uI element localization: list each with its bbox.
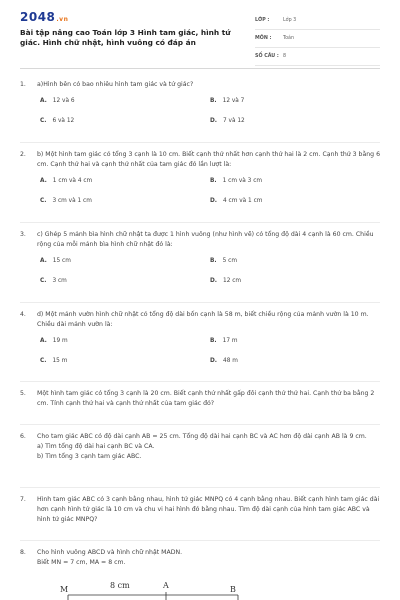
- question-7: 7. Hình tam giác ABC có 3 cạnh bằng nhau, hình tứ giác MNPQ có 4 cạnh bằng nhau. Biết cạnh hình tam giác dài hơn cạnh hình tứ giác là 10 cm và chu vi hai hình đó bằng nhau. Tìm độ dài cạnh của hình tam giác ABC và hình tứ giác MNPQ?: [20, 496, 380, 523]
- option-a[interactable]: A. 1 cm và 4 cm: [40, 178, 93, 184]
- option-d[interactable]: D. 12 cm: [210, 278, 242, 284]
- question-divider: [20, 487, 380, 488]
- option-c[interactable]: C. 15 m: [40, 358, 68, 364]
- option-b[interactable]: B. 12 và 7: [210, 98, 245, 104]
- header-divider: [20, 68, 380, 69]
- option-b[interactable]: B. 5 cm: [210, 258, 237, 264]
- question-divider: [20, 424, 380, 425]
- vertex-b-label: B: [230, 585, 236, 594]
- meta-grade: LỚP : Lớp 3: [255, 14, 380, 30]
- question-3: 3. c) Ghép 5 mảnh bìa hình chữ nhật ta được 1 hình vuông (như hình vẽ) có tổng độ dài 4 cạnh là 60 cm. Chiều rộng của mỗi mảnh bìa hình chữ nhật đó là: A. 15 cm B. 5 cm C. 3 cm D. 12 cm: [20, 231, 374, 284]
- option-c[interactable]: C. 3 cm và 1 cm: [40, 198, 92, 204]
- question-divider: [20, 302, 380, 303]
- question-1: 1. a)Hình bên có bao nhiêu hình tam giác và tứ giác? A. 12 và 6 B. 12 và 7 C. 6 và 12 D. 7 và 12: [20, 81, 245, 124]
- page-header: [0, 0, 400, 72]
- question-divider: [20, 222, 380, 223]
- meta-subject: MÔN : Toán: [255, 32, 380, 48]
- question-2: 2. b) Một hình tam giác có tổng 3 cạnh là 10 cm. Biết cạnh thứ nhất hơn cạnh thứ hai là 2 cm. Cạnh thứ 3 bằng 6 cm. Cạnh thứ hai và cạnh thứ nhất của tam giác đó lần lượt là: A. 1 cm và 4 cm B. 1 cm và 3 cm C. 3 cm và 1 cm D. 4 cm và 1 cm: [20, 151, 381, 204]
- option-d[interactable]: D. 4 cm và 1 cm: [210, 198, 263, 204]
- site-logo[interactable]: 2048.vn: [20, 10, 69, 24]
- question-5: 5. Một hình tam giác có tổng 3 cạnh là 20 cm. Biết cạnh thứ nhất gấp đôi cạnh thứ thứ hai. Cạnh thứ ba bằng 2 cm. Tính cạnh thứ hai và cạnh thứ nhất của tam giác đó?: [20, 390, 375, 407]
- option-b[interactable]: B. 17 m: [210, 338, 238, 344]
- question-divider: [20, 381, 380, 382]
- option-a[interactable]: A. 15 cm: [40, 258, 71, 264]
- length-label: 8 cm: [110, 581, 130, 590]
- vertex-a-label: A: [163, 581, 169, 590]
- option-c[interactable]: C. 6 và 12: [40, 118, 75, 124]
- geometry-figure: [60, 581, 260, 600]
- question-divider: [20, 540, 380, 541]
- option-b[interactable]: B. 1 cm và 3 cm: [210, 178, 263, 184]
- figure-lines: [60, 581, 260, 600]
- question-6: 6. Cho tam giác ABC có độ dài cạnh AB = 25 cm. Tổng độ dài hai cạnh BC và AC hơn độ dài cạnh AB là 9 cm. a) Tìm tổng độ dài hai cạnh BC và CA. b) Tìm tổng 3 cạnh tam giác ABC.: [20, 433, 367, 460]
- option-d[interactable]: D. 48 m: [210, 358, 238, 364]
- question-4: 4. d) Một mảnh vườn hình chữ nhật có tổng độ dài bốn cạnh là 58 m, biết chiều rộng của mảnh vườn là 10 m. Chiều dài mảnh vườn là: A. 19 m B. 17 m C. 15 m D. 48 m: [20, 311, 369, 364]
- document-title: Bài tập nâng cao Toán lớp 3 Hình tam giác, hình tứ giác. Hình chữ nhật, hình vuông có đáp án: [20, 28, 231, 47]
- option-a[interactable]: A. 12 và 6: [40, 98, 75, 104]
- option-a[interactable]: A. 19 m: [40, 338, 68, 344]
- option-c[interactable]: C. 3 cm: [40, 278, 67, 284]
- vertex-m-label: M: [60, 585, 69, 594]
- meta-question-count: SỐ CÂU : 8: [255, 50, 380, 66]
- question-divider: [20, 142, 380, 143]
- question-8: 8. Cho hình vuông ABCD và hình chữ nhật MADN. Biết MN = 7 cm, MA = 8 cm.: [20, 549, 183, 566]
- document-meta: [255, 14, 380, 68]
- option-d[interactable]: D. 7 và 12: [210, 118, 245, 124]
